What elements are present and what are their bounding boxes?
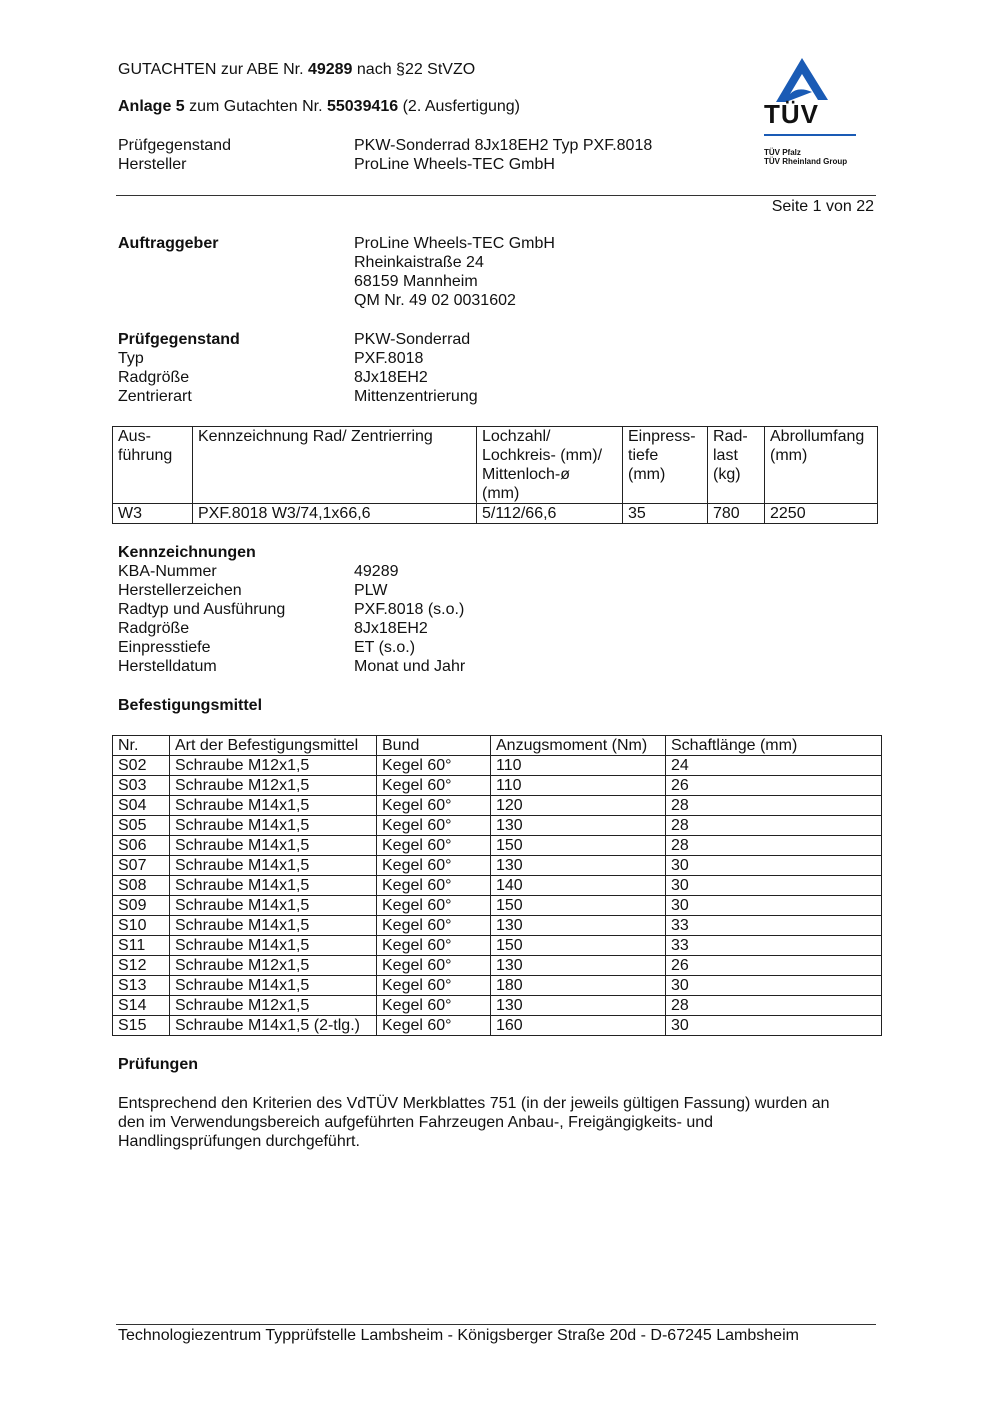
table-row: [113, 504, 878, 524]
cell: 24: [666, 756, 882, 776]
cell: 33: [666, 916, 882, 936]
cell: Schraube M14x1,5: [170, 896, 377, 916]
logo-rule: [764, 134, 856, 136]
cell: 30: [666, 1016, 882, 1036]
value: ProLine Wheels-TEC GmbH: [354, 235, 555, 252]
cell: 130: [491, 916, 666, 936]
cell: Kegel 60°: [377, 776, 491, 796]
cell: 28: [666, 796, 882, 816]
cell: Kegel 60°: [377, 996, 491, 1016]
table-row: [113, 836, 882, 856]
cell: S04: [113, 796, 170, 816]
label: Hersteller: [118, 156, 187, 173]
logo-line1: TÜV Pfalz: [764, 148, 801, 157]
cell: Schraube M14x1,5: [170, 976, 377, 996]
table-row: [113, 896, 882, 916]
header-divider: [116, 195, 876, 196]
paragraph-line: Entsprechend den Kriterien des VdTÜV Merkblattes 751 (in der jeweils gültigen Fassung) wurden an: [118, 1095, 830, 1112]
header-cell: Art der Befestigungsmittel: [170, 736, 377, 756]
value: ET (s.o.): [354, 639, 416, 656]
cell: S11: [113, 936, 170, 956]
label: Prüfgegenstand: [118, 137, 231, 154]
cell: 150: [491, 836, 666, 856]
cell: S03: [113, 776, 170, 796]
footer-address: Technologiezentrum Typprüfstelle Lambsheim - Königsberger Straße 20d - D-67245 Lambsheim: [118, 1327, 799, 1344]
header-cell: Aus- führung: [113, 427, 193, 504]
kv-row: [118, 638, 878, 657]
value: Monat und Jahr: [354, 658, 466, 675]
cell: 33: [666, 936, 882, 956]
value: Rheinkaistraße 24: [354, 254, 484, 271]
label: Zentrierart: [118, 388, 192, 405]
cell: 130: [491, 816, 666, 836]
value: 49289: [354, 563, 399, 580]
auftraggeber-section: [118, 234, 878, 310]
label: Einpresstiefe: [118, 639, 211, 656]
cell: Kegel 60°: [377, 976, 491, 996]
cell: 30: [666, 856, 882, 876]
value: Mittenzentrierung: [354, 388, 478, 405]
page-number: Seite 1 von 22: [771, 198, 874, 215]
cell: Schraube M12x1,5: [170, 776, 377, 796]
cell: 120: [491, 796, 666, 816]
table-row: [113, 1016, 882, 1036]
cell: S06: [113, 836, 170, 856]
cell: Kegel 60°: [377, 836, 491, 856]
cell: 30: [666, 876, 882, 896]
table-row: [113, 996, 882, 1016]
cell: Schraube M14x1,5: [170, 856, 377, 876]
paragraph-line: den im Verwendungsbereich aufgeführten Fahrzeugen Anbau-, Freigängigkeits- und: [118, 1114, 714, 1131]
header-cell: Einpress- tiefe (mm): [623, 427, 708, 504]
header-cell: Abrollumfang (mm): [765, 427, 878, 504]
fastener-table: [112, 735, 882, 1036]
cell: S10: [113, 916, 170, 936]
value: 8Jx18EH2: [354, 620, 428, 637]
table-row: [113, 976, 882, 996]
footer-divider: [116, 1324, 876, 1325]
label: Radtyp und Ausführung: [118, 601, 286, 618]
cell: S12: [113, 956, 170, 976]
cell: S15: [113, 1016, 170, 1036]
cell: 2250: [765, 504, 878, 524]
header-cell: Kennzeichnung Rad/ Zentrierring: [193, 427, 477, 504]
header-cell: Nr.: [113, 736, 170, 756]
report-number: 55039416: [326, 98, 399, 115]
cell: Schraube M14x1,5: [170, 836, 377, 856]
cell: S02: [113, 756, 170, 776]
cell: 130: [491, 996, 666, 1016]
label: Herstelldatum: [118, 658, 217, 675]
value: PLW: [354, 582, 388, 599]
cell: 150: [491, 936, 666, 956]
kennzeichnungen-section: [118, 543, 878, 676]
kv-row: [118, 581, 878, 600]
cell: 130: [491, 956, 666, 976]
table-row: [113, 936, 882, 956]
table-row: [113, 796, 882, 816]
table-row: [113, 916, 882, 936]
label: Radgröße: [118, 369, 190, 386]
abe-number: 49289: [307, 61, 353, 78]
section-title: Kennzeichnungen: [118, 544, 256, 561]
cell: Kegel 60°: [377, 876, 491, 896]
cell: PXF.8018 W3/74,1x66,6: [193, 504, 477, 524]
paragraph-line: Handlingsprüfungen durchgeführt.: [118, 1133, 360, 1150]
cell: 180: [491, 976, 666, 996]
label: Typ: [118, 350, 144, 367]
cell: 26: [666, 776, 882, 796]
kv-row: [118, 619, 878, 638]
cell: Schraube M14x1,5: [170, 916, 377, 936]
cell: S07: [113, 856, 170, 876]
cell: 130: [491, 856, 666, 876]
annex-text: zum Gutachten Nr.: [184, 98, 327, 115]
label: Prüfgegenstand: [118, 331, 240, 348]
cell: 26: [666, 956, 882, 976]
table-header-row: [113, 427, 878, 504]
wheel-table: [112, 426, 878, 524]
value: 8Jx18EH2: [354, 369, 428, 386]
value: PKW-Sonderrad 8Jx18EH2 Typ PXF.8018: [354, 137, 653, 154]
cell: Kegel 60°: [377, 956, 491, 976]
cell: S08: [113, 876, 170, 896]
kv-row: [118, 657, 878, 676]
cell: Schraube M14x1,5: [170, 876, 377, 896]
cell: 110: [491, 756, 666, 776]
title-text: nach §22 StVZO: [352, 61, 476, 78]
cell: S05: [113, 816, 170, 836]
cell: 28: [666, 836, 882, 856]
label: Radgröße: [118, 620, 190, 637]
cell: 35: [623, 504, 708, 524]
cell: 780: [708, 504, 765, 524]
header-cell: Lochzahl/ Lochkreis- (mm)/ Mittenloch-ø (mm): [477, 427, 623, 504]
value: PXF.8018 (s.o.): [354, 601, 465, 618]
cell: 30: [666, 896, 882, 916]
pruefungen-text: [118, 1094, 878, 1151]
table-row: [113, 816, 882, 836]
title-text: GUTACHTEN zur ABE Nr.: [118, 61, 308, 78]
cell: Schraube M14x1,5: [170, 816, 377, 836]
label: Auftraggeber: [118, 235, 219, 252]
header-cell: Anzugsmoment (Nm): [491, 736, 666, 756]
cell: S09: [113, 896, 170, 916]
header-cell: Schaftlänge (mm): [666, 736, 882, 756]
cell: Kegel 60°: [377, 856, 491, 876]
cell: W3: [113, 504, 193, 524]
section-title: Befestigungsmittel: [118, 697, 263, 714]
header-cell: Bund: [377, 736, 491, 756]
label: KBA-Nummer: [118, 563, 217, 580]
cell: 28: [666, 996, 882, 1016]
cell: S14: [113, 996, 170, 1016]
cell: Schraube M12x1,5: [170, 756, 377, 776]
table-row: [113, 776, 882, 796]
cell: Kegel 60°: [377, 796, 491, 816]
kv-row: [118, 600, 878, 619]
cell: 5/112/66,6: [477, 504, 623, 524]
logo-brand: TÜV: [764, 99, 819, 129]
header-cell: Rad- last (kg): [708, 427, 765, 504]
table-row: [113, 956, 882, 976]
cell: Kegel 60°: [377, 816, 491, 836]
cell: 140: [491, 876, 666, 896]
cell: 150: [491, 896, 666, 916]
report-title: [118, 60, 475, 79]
cell: Kegel 60°: [377, 756, 491, 776]
label: Herstellerzeichen: [118, 582, 242, 599]
value: ProLine Wheels-TEC GmbH: [354, 156, 555, 173]
tuv-logo: [756, 56, 866, 176]
cell: Schraube M12x1,5: [170, 996, 377, 1016]
annex-text: (2. Ausfertigung): [398, 98, 520, 115]
value: PXF.8018: [354, 350, 424, 367]
cell: Kegel 60°: [377, 936, 491, 956]
pruefgegenstand-section: [118, 330, 878, 406]
cell: Kegel 60°: [377, 896, 491, 916]
annex-label: Anlage 5: [118, 98, 185, 115]
cell: S13: [113, 976, 170, 996]
value: PKW-Sonderrad: [354, 331, 471, 348]
cell: Schraube M14x1,5: [170, 796, 377, 816]
logo-line2: TÜV Rheinland Group: [764, 157, 848, 166]
section-title: Prüfungen: [118, 1056, 198, 1073]
value: 68159 Mannheim: [354, 273, 478, 290]
cell: 160: [491, 1016, 666, 1036]
annex-line: [118, 97, 520, 116]
cell: Schraube M12x1,5: [170, 956, 377, 976]
cell: Kegel 60°: [377, 1016, 491, 1036]
cell: 28: [666, 816, 882, 836]
cell: 110: [491, 776, 666, 796]
cell: Schraube M14x1,5: [170, 936, 377, 956]
cell: Kegel 60°: [377, 916, 491, 936]
cell: Schraube M14x1,5 (2-tlg.): [170, 1016, 377, 1036]
table-row: [113, 756, 882, 776]
kv-row: [118, 562, 878, 581]
value: QM Nr. 49 02 0031602: [354, 292, 516, 309]
table-row: [113, 876, 882, 896]
cell: 30: [666, 976, 882, 996]
table-header-row: [113, 736, 882, 756]
table-row: [113, 856, 882, 876]
